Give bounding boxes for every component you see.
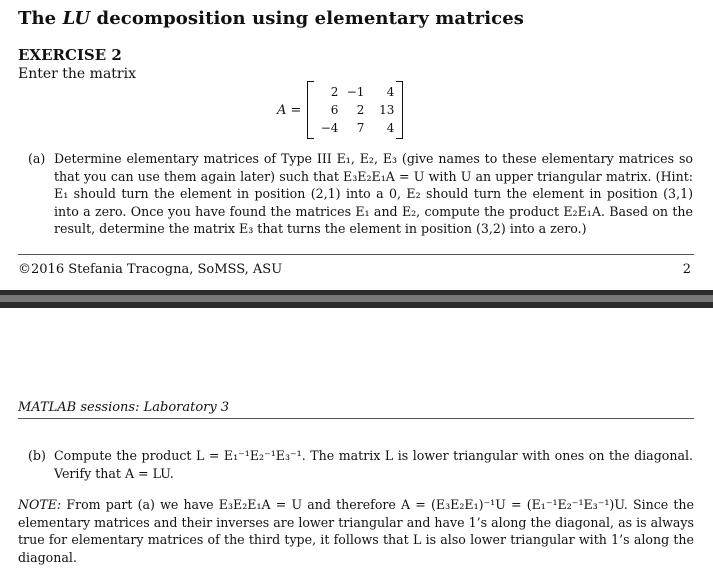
part-b-text: Compute the product L = E₁⁻¹E₂⁻¹E₃⁻¹. The matrix L is lower triangular with ones on the diagonal. Verify that A = LU. xyxy=(54,448,693,481)
matrix-cell: 4 xyxy=(386,85,395,99)
note-label: NOTE: xyxy=(18,497,62,512)
part-a-label: (a) xyxy=(28,151,46,166)
exercise-heading: EXERCISE 2 xyxy=(18,46,122,64)
page-number: 2 xyxy=(682,262,691,277)
title-post: decomposition using elementary matrices xyxy=(90,8,524,29)
matrix-cell: 7 xyxy=(356,121,365,135)
matrix-cell: 13 xyxy=(379,103,395,117)
page-title xyxy=(18,8,524,29)
matrix-a xyxy=(277,82,403,138)
footer-rule xyxy=(18,254,694,255)
right-bracket xyxy=(396,81,403,139)
exercise-prompt: Enter the matrix xyxy=(18,66,136,82)
matrix-grid xyxy=(314,83,396,137)
session-header: MATLAB sessions: Laboratory 3 xyxy=(18,400,230,415)
copyright: ©2016 Stefania Tracogna, SoMSS, ASU xyxy=(18,262,283,277)
part-b-label: (b) xyxy=(28,448,46,463)
note-paragraph xyxy=(18,496,694,566)
note-text: From part (a) we have E₃E₂E₁A = U and therefore A = (E₃E₂E₁)⁻¹U = (E₁⁻¹E₂⁻¹E₃⁻¹)U. Since the elementary matrices and their inverses are lower triangular and have 1’s along the diagonal, as is always true for elementary matrices of the third type, it follows that L is also lower triangular with 1’s along the diagonal. xyxy=(18,497,694,565)
header-rule xyxy=(18,418,694,419)
matrix-label xyxy=(277,103,301,118)
title-lu: LU xyxy=(62,8,91,29)
matrix-name: A xyxy=(277,102,287,118)
left-bracket xyxy=(307,81,314,139)
matrix-cell: 2 xyxy=(356,103,365,117)
matrix-cell: 2 xyxy=(330,85,339,99)
page-separator xyxy=(0,290,713,308)
matrix-cell: −1 xyxy=(346,85,365,99)
matrix-equals: = xyxy=(290,102,302,118)
title-pre: The xyxy=(18,8,63,29)
matrix-cell: −4 xyxy=(320,121,339,135)
matrix-cell: 4 xyxy=(386,121,395,135)
part-a-text: Determine elementary matrices of Type III E₁, E₂, E₃ (give names to these elementary matrices so that you can use them again later) such that E₃E₂E₁A = U with U an upper triangular matrix. (Hint: E₁ should turn the element in position (2,1) into a 0, E₂ should turn the element in position (3,1) into a zero. Once you have found the matrices E₁ and E₂, compute the product E₂E₁A. Based on the result, determine the matrix E₃ that turns the element in position (3,2) into a zero.) xyxy=(54,151,693,237)
part-a xyxy=(28,150,693,238)
separator-band xyxy=(0,295,713,302)
part-b xyxy=(28,447,693,482)
matrix-cell: 6 xyxy=(330,103,339,117)
